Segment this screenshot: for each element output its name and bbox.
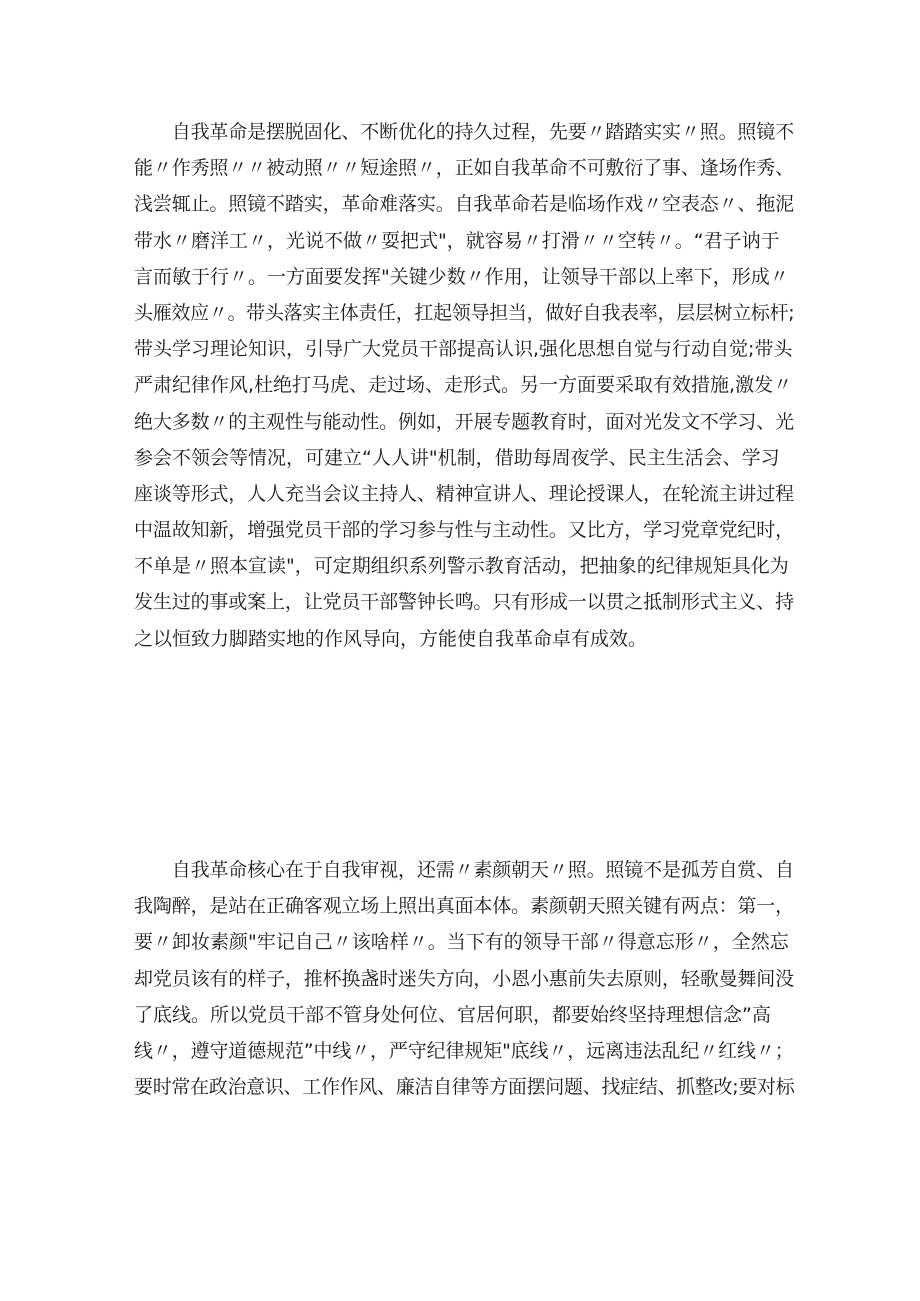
text-line: 中温故知新，增强党员干部的学习参与性与主动性。又比方，学习党章党纪时， bbox=[134, 519, 795, 542]
text-line: 自我革命是摆脱固化、不断优化的持久过程，先要〃踏踏实实〃照。照镜不 bbox=[134, 121, 795, 143]
paragraph-1 bbox=[134, 114, 794, 657]
text-line: 不单是〃照本宣读"，可定期组织系列警示教育活动，把抽象的纪律规矩具化为 bbox=[134, 555, 789, 578]
text-line: 带水〃磨洋工〃，光说不做〃耍把式"，就容易〃打滑〃〃空转〃。“君子讷于 bbox=[134, 229, 780, 252]
paragraph-2 bbox=[134, 852, 794, 1105]
text-line: 要〃卸妆素颜"牢记自己〃该啥样〃。当下有的领导干部〃得意忘形〃，全然忘 bbox=[134, 931, 789, 954]
text-line: 却党员该有的样子，推杯换盏时迷失方向，小恩小惠前失去原则，轻歌曼舞间没 bbox=[134, 967, 795, 990]
text-line: 绝大多数〃的主观性与能动性。例如，开展专题教育时，面对光发文不学习、光 bbox=[134, 410, 795, 433]
text-line: 带头学习理论知识，引导广大党员干部提高认识,强化思想自觉与行动自觉;带头 bbox=[134, 338, 793, 361]
text-line: 参会不领会等情况，可建立“人人讲"机制，借助每周夜学、民主生活会、学习 bbox=[134, 446, 780, 469]
text-line: 了底线。所以党员干部不管身处何位、官居何职，都要始终坚持理想信念”高 bbox=[134, 1003, 771, 1026]
text-line: 线〃，遵守道德规范”中线〃，严守纪律规矩"底线〃，远离违法乱纪〃红线〃； bbox=[134, 1039, 794, 1062]
text-line: 我陶醉，是站在正确客观立场上照出真面本体。素颜朝天照关键有两点：第一， bbox=[134, 895, 795, 918]
text-line: 能〃作秀照〃〃被动照〃〃短途照〃，正如自我革命不可敷衍了事、逢场作秀、 bbox=[134, 157, 795, 180]
text-line: 头雁效应〃。带头落实主体责任，扛起领导担当，做好自我表率，层层树立标杆; bbox=[134, 301, 795, 324]
text-line: 之以恒致力脚踏实地的作风导向，方能使自我革命卓有成效。 bbox=[134, 627, 648, 650]
text-line: 要时常在政治意识、工作作风、廉洁自律等方面摆问题、找症结、抓整改;要对标 bbox=[134, 1076, 795, 1099]
text-line: 发生过的事或案上，让党员干部警钟长鸣。只有形成一以贯之抵制形式主义、持 bbox=[134, 591, 795, 614]
text-line: 浅尝辄止。照镜不踏实，革命难落实。自我革命若是临场作戏〃空表态〃、拖泥 bbox=[134, 193, 795, 216]
text-line: 座谈等形式，人人充当会议主持人、精神宣讲人、理论授课人，在轮流主讲过程 bbox=[134, 482, 795, 505]
text-line: 严肃纪律作风,杜绝打马虎、走过场、走形式。另一方面要采取有效措施,激发〃 bbox=[134, 374, 793, 397]
text-line: 自我革命核心在于自我审视，还需〃素颜朝天〃照。照镜不是孤芳自赏、自 bbox=[134, 859, 795, 881]
text-line: 言而敏于行〃。一方面要发挥"关键少数〃作用，让领导干部以上率下，形成〃 bbox=[134, 265, 789, 288]
